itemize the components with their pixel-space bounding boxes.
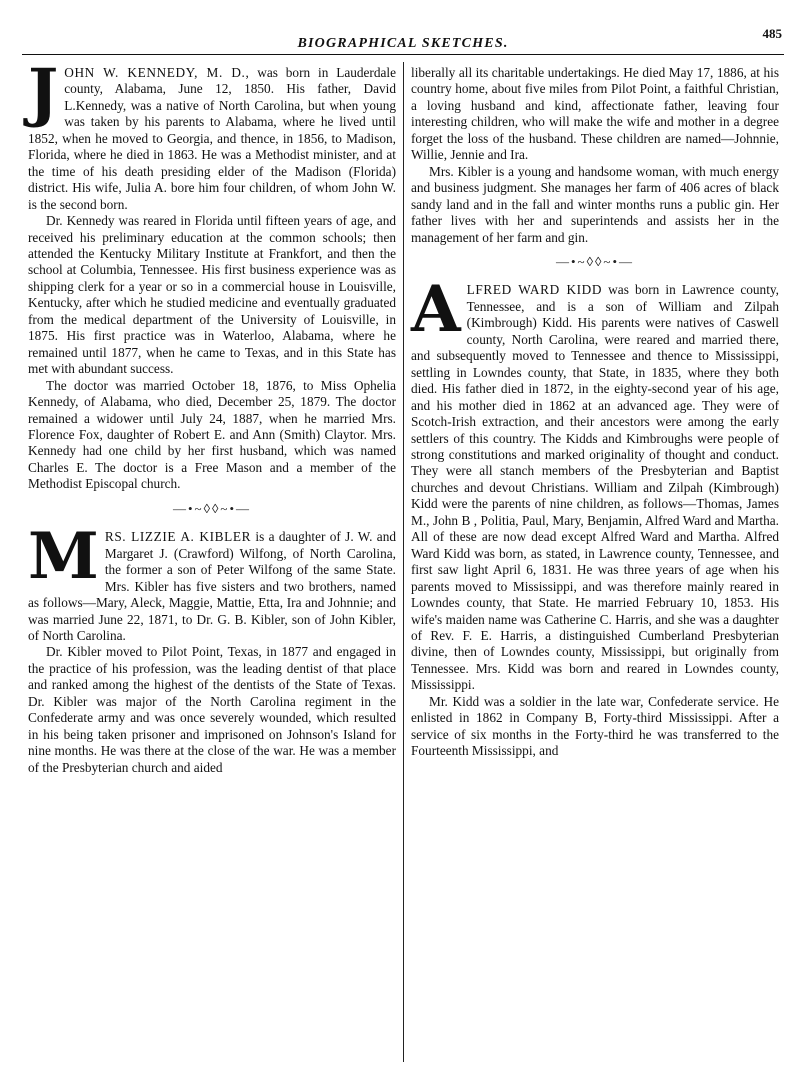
kidd-drop-cap: A [411, 272, 461, 348]
running-head: BIOGRAPHICAL SKETCHES. [297, 36, 509, 51]
kennedy-drop-cap: J [28, 55, 59, 130]
kidd-sketch [411, 272, 779, 759]
kidd-lead: LFRED WARD KIDD [466, 282, 603, 298]
kibler-paragraph-1 [28, 519, 396, 644]
kibler-paragraph-1-text: is a daughter of J. W. and Margaret J. (Crawford) Wilfong, of North Carolina, the former a son of Peter Wilfong of the same State. Mrs. Kibler has five sisters and two brothers, named as follows—Mary, Aleck, Maggie, Mattie, Etta, Ira and Johnnie; and was married June 22, 1871, to Dr. G. B. Kibler, son of John Kibler, of North Carolina. [28, 529, 396, 643]
kibler-lead: RS. LIZZIE A. KIBLER [104, 529, 252, 545]
column-divider [403, 62, 404, 1062]
kibler-continued-paragraph-2: Mrs. Kibler is a young and handsome woman, with much energy and business judgment. She manages her farm of 406 acres of black sandy land and in the fall and winter months runs a public gin. Her father lives with her and superintends and assists her in the management of her farm and gin. [411, 163, 779, 245]
kibler-sketch [28, 519, 396, 776]
kennedy-paragraph-1-text: was born in Lauderdale county, Alabama, June 12, 1850. His father, David L.Kennedy, was a native of North Carolina, but when young was taken by his parents to Alabama, where he lived until 1852, when he moved to Georgia, and thence, in 1856, to Madison, Florida, where he died in 1863. He was a Methodist minister, and at the time of his death presiding elder of the Madison (Florida) district. His wife, Julia A. bore him four children, of whom John W. is the second born. [28, 65, 396, 212]
left-column [28, 55, 396, 776]
kibler-paragraph-2: Dr. Kibler moved to Pilot Point, Texas, in 1877 and engaged in the practice of his profession, was the leading dentist of that place and ranked among the highest of the dentists of the State of Texas. Dr. Kibler was major of the North Carolina regiment in the Confederate army and was once severely wounded, which resulted in his being taken prisoner and imprisoned on Johnson's Island for nine months. He was there at the close of the war. He was a member of the Presbyterian church and aided [28, 644, 396, 775]
kennedy-paragraph-2: Dr. Kennedy was reared in Florida until fifteen years of age, and received his preliminary education at the common schools; then attended the Kentucky Military Institute at Frankfort, and then the school at Columbia, Tennessee. His first business experience was as shipping clerk for a year or so in a commercial house in Louisville, Kentucky, after which he studied medicine and eventually graduated from the medical department of the University of Louisville, in 1875. His first practice was in Waterloo, Alabama, where he remained until 1877, when he came to Texas, and in this State has met with abundant success. [28, 213, 396, 377]
kennedy-lead: OHN W. KENNEDY, M. D., [64, 65, 250, 80]
kibler-continued-paragraph-1: liberally all its charitable undertakings. He died May 17, 1886, at his country home, about five miles from Pilot Point, a faithful Christian, a loving husband and kind, affectionate father, leaving four interesting children, who will make the wife and mother in a degree forget the loss of the husband. These children are named—Johnnie, Willie, Jennie and Ira. [411, 65, 779, 163]
kidd-paragraph-1-text: was born in Lawrence county, Tennessee, and is a son of William and Zilpah (Kimbrough) Kidd. His parents were natives of Caswell county, North Carolina, were reared and married there, and subsequently moved to Tennessee and thence to Mississippi, settling in Lowndes county, that State, in 1835, where they both died. His father died in 1872, in the eighty-second year of his age, and his mother died in 1862 at an advanced age. They were of Scotch-Irish extraction, and their ancestors were among the early settlers of this country. The Kidds and Kimbroughs were people of strong constitutions and marked originality of thought and conduct. They were all stanch members of the Presbyterian and Baptist churches and devout Christians. William and Zilpah (Kimbrough) Kidd were the parents of nine children, as follows—Thomas, James M., John B , Politia, Paul, Mary, Benjamin, Alfred Ward and Martha. All of these are now dead except Alfred Ward and Martha. Alfred Ward Kidd was born, as stated, in Lawrence county, Tennessee, and first saw light April 6, 1831. He was three years of age when his parents moved to Mississippi, and was therefore mainly reared in Lowndes county, that State. He married February 10, 1853. His wife's maiden name was Catherine C. Harris, and she was a daughter of Rev. F. E. Harris, a distinguished Cumberland Presbyterian divine, then of Lowndes county, Mississippi, but originally from Tennessee. Mrs. Kidd was born and reared in Lowndes county, Mississippi. [411, 282, 779, 693]
section-ornament: —•~◊◊~•— [172, 500, 252, 516]
kidd-paragraph-1 [411, 272, 779, 693]
kibler-sketch-continued [411, 65, 779, 246]
page-header [22, 26, 784, 55]
page-number: 485 [762, 26, 782, 41]
right-column [411, 65, 779, 760]
kidd-paragraph-2: Mr. Kidd was a soldier in the late war, Confederate service. He enlisted in 1862 in Company B, Forty-third Mississippi. After a service of six months in the Forty-third he was transferred to the Fourteenth Mississippi, and [411, 693, 779, 759]
kennedy-paragraph-1 [28, 55, 396, 213]
kibler-drop-cap: M [28, 519, 99, 595]
kennedy-paragraph-3: The doctor was married October 18, 1876, to Miss Ophelia Kennedy, of Alabama, who died, December 25, 1879. The doctor remained a widower until July 24, 1887, when he married Mrs. Florence Fox, daughter of Robert E. and Ann (Smith) Claytor. Mrs. Kennedy had one child by her first husband, which was named Charles E. The doctor is a Free Mason and a member of the Methodist Episcopal church. [28, 377, 396, 492]
section-ornament: —•~◊◊~•— [555, 253, 635, 269]
kennedy-sketch [28, 55, 396, 493]
